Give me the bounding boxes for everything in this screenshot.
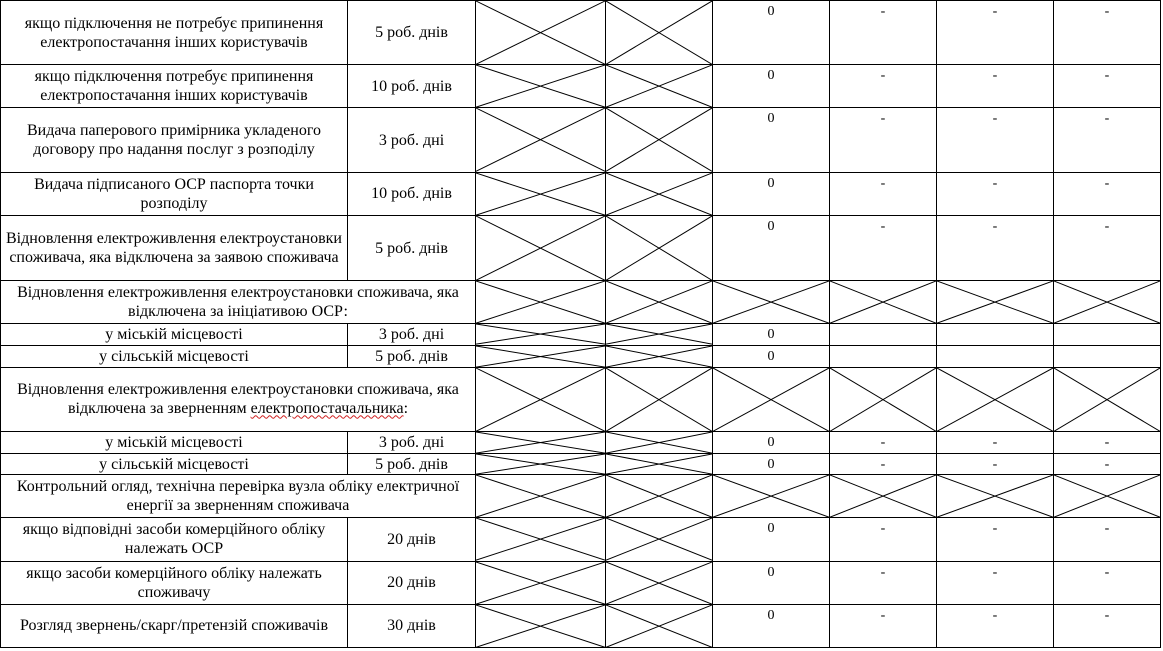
value-cell: 0 [713,518,830,561]
cross-mark [606,216,712,280]
service-term-cell: 3 роб. дні [348,108,476,172]
cross-mark [937,475,1053,517]
crossed-out-cell [606,604,713,647]
crossed-out-cell [476,518,606,561]
value-cell: 0 [713,604,830,647]
cross-mark [476,475,605,517]
cross-mark [830,368,936,431]
service-label-cell: у сільській місцевості [1,345,348,367]
service-term-cell: 5 роб. днів [348,215,476,280]
crossed-out-cell [476,108,606,172]
section-heading-cell [1,367,476,431]
cross-mark [476,1,605,64]
value-cell: - [1054,108,1161,172]
crossed-out-cell [476,215,606,280]
value-cell [830,345,937,367]
service-label-cell: якщо підключення не потребує припинення електропостачання інших користувачів [1,1,348,65]
crossed-out-cell [606,215,713,280]
crossed-out-cell [476,281,606,324]
crossed-out-cell [830,475,937,518]
cross-mark [476,216,605,280]
value-cell [1054,345,1161,367]
crossed-out-cell [476,345,606,367]
crossed-out-cell [476,324,606,345]
table-row [1,108,1161,172]
table-section-row [1,281,1161,324]
value-cell: - [830,561,937,604]
service-label-cell: якщо засоби комерційного обліку належать споживачу [1,561,348,604]
value-cell [830,324,937,345]
crossed-out-cell [606,367,713,431]
value-cell: - [830,215,937,280]
table-row [1,65,1161,108]
value-cell: 0 [713,324,830,345]
cross-mark [476,562,605,604]
table-row [1,561,1161,604]
section-heading-cell [1,475,476,518]
value-cell: - [937,604,1054,647]
cross-mark [606,108,712,171]
value-cell: 0 [713,108,830,172]
cross-mark [606,454,712,474]
service-label-cell: у міській місцевості [1,431,348,453]
crossed-out-cell [476,561,606,604]
value-cell: 0 [713,431,830,453]
table-row [1,518,1161,561]
cross-mark [476,605,605,647]
cross-mark [713,281,829,323]
table-row [1,604,1161,647]
cross-mark [476,432,605,453]
cross-mark [476,108,605,171]
service-term-cell: 5 роб. днів [348,345,476,367]
table-row [1,431,1161,453]
value-cell: - [1054,215,1161,280]
value-cell: - [937,65,1054,108]
cross-mark [606,368,712,431]
cross-mark [606,432,712,453]
service-label-cell: Відновлення електроживлення електроустановки споживача, яка відключена за заявою споживача [1,215,348,280]
cross-mark [476,454,605,474]
section-heading-text: Контрольний огляд, технічна перевірка вузла обліку електричної енергії за зверненням споживача [16,478,460,515]
table-section-row [1,367,1161,431]
crossed-out-cell [937,367,1054,431]
value-cell: - [1054,454,1161,475]
service-term-cell: 3 роб. дні [348,431,476,453]
cross-mark [606,346,712,367]
crossed-out-cell [1054,475,1161,518]
spellcheck-underlined-word: електропостачальника [250,400,404,418]
crossed-out-cell [606,431,713,453]
crossed-out-cell [606,345,713,367]
cross-mark [476,518,605,560]
cross-mark [606,281,712,323]
value-cell: 0 [713,345,830,367]
value-cell: 0 [713,454,830,475]
cross-mark [476,324,605,344]
value-cell: - [830,518,937,561]
cross-mark [476,346,605,367]
value-cell: 0 [713,561,830,604]
crossed-out-cell [476,454,606,475]
crossed-out-cell [606,65,713,108]
crossed-out-cell [606,108,713,172]
table-row [1,454,1161,475]
table-row [1,345,1161,367]
value-cell: - [1054,172,1161,215]
value-cell [937,324,1054,345]
table-row [1,172,1161,215]
cross-mark [606,324,712,344]
crossed-out-cell [937,281,1054,324]
crossed-out-cell [606,1,713,65]
crossed-out-cell [476,604,606,647]
crossed-out-cell [606,324,713,345]
crossed-out-cell [1054,281,1161,324]
crossed-out-cell [606,561,713,604]
value-cell: - [830,454,937,475]
cross-mark [476,173,605,215]
service-term-cell: 20 днів [348,561,476,604]
value-cell: - [830,172,937,215]
value-cell: 0 [713,65,830,108]
service-label-cell: Розгляд звернень/скарг/претензій споживачів [1,604,348,647]
service-label-cell: якщо відповідні засоби комерційного обліку належать ОСР [1,518,348,561]
value-cell: - [1054,518,1161,561]
service-term-cell: 10 роб. днів [348,172,476,215]
crossed-out-cell [476,367,606,431]
value-cell: - [1054,604,1161,647]
crossed-out-cell [476,65,606,108]
value-cell: - [830,431,937,453]
cross-mark [476,368,605,431]
crossed-out-cell [476,1,606,65]
cross-mark [713,368,829,431]
cross-mark [713,475,829,517]
value-cell: - [937,172,1054,215]
value-cell: - [830,1,937,65]
crossed-out-cell [606,518,713,561]
service-term-cell: 20 днів [348,518,476,561]
service-label-cell: якщо підключення потребує припинення електропостачання інших користувачів [1,65,348,108]
crossed-out-cell [830,367,937,431]
service-term-cell: 3 роб. дні [348,324,476,345]
cross-mark [830,475,936,517]
value-cell: - [830,108,937,172]
cross-mark [606,475,712,517]
value-cell: - [1054,561,1161,604]
service-label-cell: у міській місцевості [1,324,348,345]
value-cell: - [937,1,1054,65]
cross-mark [1054,475,1160,517]
crossed-out-cell [606,475,713,518]
section-heading-cell [1,281,476,324]
cross-mark [1054,281,1160,323]
service-term-cell: 10 роб. днів [348,65,476,108]
crossed-out-cell [476,475,606,518]
crossed-out-cell [606,281,713,324]
crossed-out-cell [606,172,713,215]
value-cell: - [830,65,937,108]
section-heading-text: Відновлення електроживлення електроустановки споживача, яка відключена за ініціативою ОСР: [17,284,459,321]
service-label-cell: Видача паперового примірника укладеного договору про надання послуг з розподілу [1,108,348,172]
cross-mark [1054,368,1160,431]
cross-mark [606,173,712,215]
section-heading-text: Відновлення електроживлення електроустановки споживача, яка відключена за зверненням [17,381,459,418]
cross-mark [830,281,936,323]
value-cell: 0 [713,172,830,215]
crossed-out-cell [713,367,830,431]
cross-mark [606,562,712,604]
value-cell: - [830,604,937,647]
cross-mark [606,1,712,64]
crossed-out-cell [476,431,606,453]
value-cell: - [1054,1,1161,65]
value-cell: - [937,108,1054,172]
cross-mark [937,368,1053,431]
cross-mark [606,65,712,107]
crossed-out-cell [476,172,606,215]
value-cell: - [1054,431,1161,453]
value-cell: - [937,215,1054,280]
cross-mark [476,65,605,107]
service-term-cell: 5 роб. днів [348,454,476,475]
value-cell: 0 [713,1,830,65]
value-cell: - [937,561,1054,604]
value-cell: - [937,431,1054,453]
cross-mark [476,281,605,323]
service-label-cell: Видача підписаного ОСР паспорта точки розподілу [1,172,348,215]
cross-mark [606,518,712,560]
cross-mark [606,605,712,647]
value-cell: - [1054,65,1161,108]
value-cell: 0 [713,215,830,280]
section-heading-text: : [403,400,409,418]
crossed-out-cell [937,475,1054,518]
crossed-out-cell [713,475,830,518]
table-body [1,1,1161,648]
crossed-out-cell [1054,367,1161,431]
table-row [1,215,1161,280]
value-cell: - [937,518,1054,561]
value-cell [1054,324,1161,345]
crossed-out-cell [713,281,830,324]
service-term-cell: 5 роб. днів [348,1,476,65]
crossed-out-cell [830,281,937,324]
service-term-cell: 30 днів [348,604,476,647]
table-section-row [1,475,1161,518]
table-row [1,324,1161,345]
service-label-cell: у сільській місцевості [1,454,348,475]
cross-mark [937,281,1053,323]
value-cell [937,345,1054,367]
value-cell: - [937,454,1054,475]
crossed-out-cell [606,454,713,475]
table-row [1,1,1161,65]
